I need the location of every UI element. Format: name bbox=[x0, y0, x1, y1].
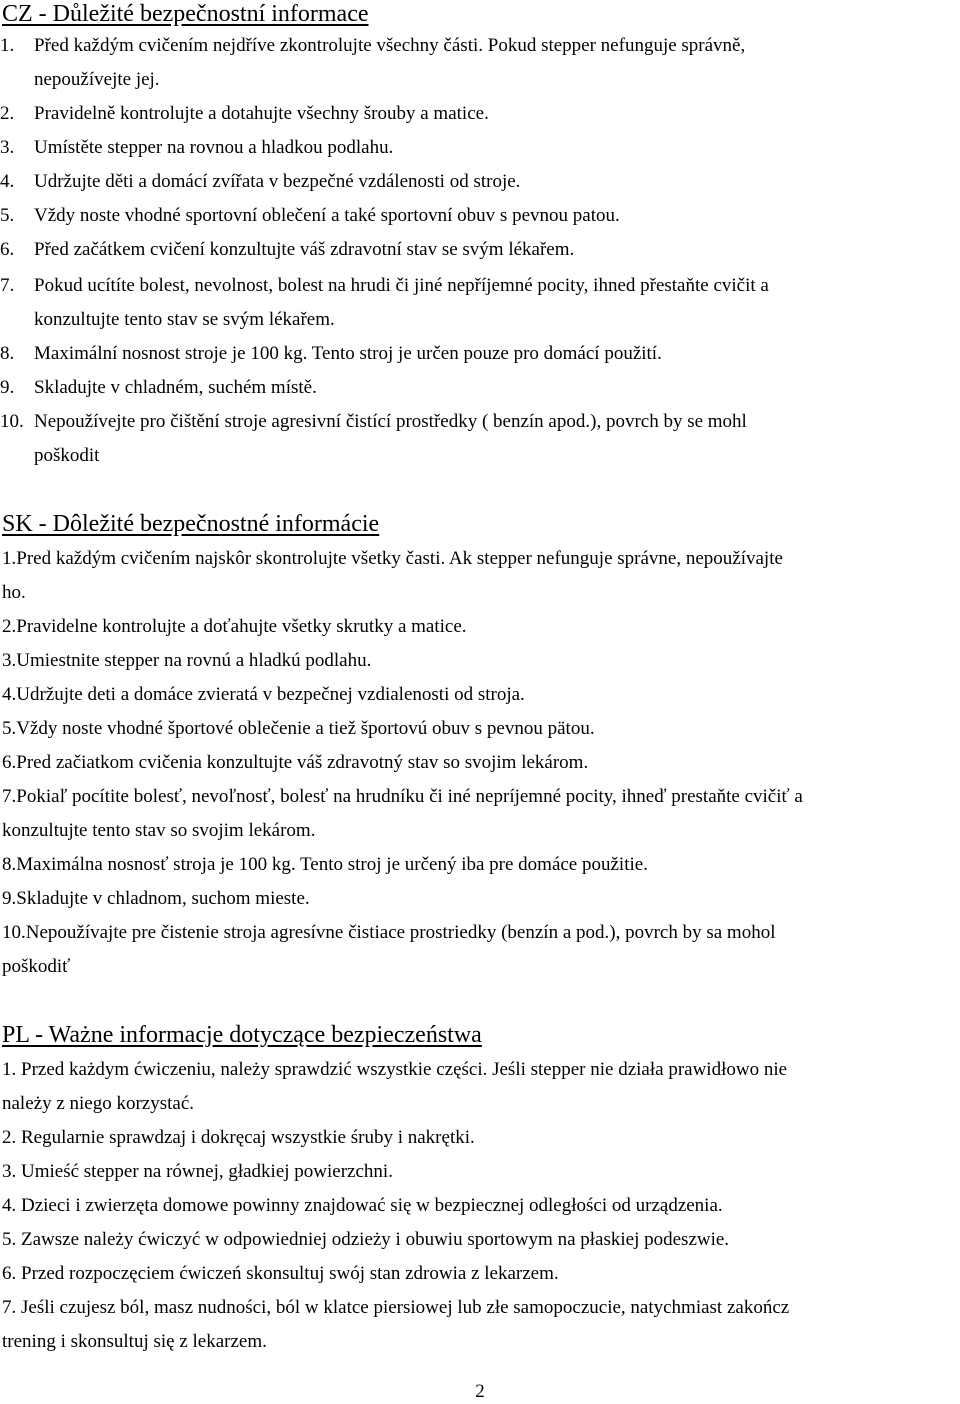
sk-item-text: 5.Vždy noste vhodné športové oblečenie a tiež športovú obuv s pevnou pätou. bbox=[2, 718, 595, 739]
sk-item-continuation: ho. bbox=[2, 582, 26, 603]
cz-item-text: Před každým cvičením nejdříve zkontrolujte všechny části. Pokud stepper nefunguje správně, bbox=[34, 35, 746, 56]
cz-item-number: 3. bbox=[0, 137, 15, 158]
cz-item-number: 1. bbox=[0, 35, 15, 56]
cz-item-number: 4. bbox=[0, 171, 15, 192]
cz-item-text: Nepoužívejte pro čištění stroje agresivní čistící prostředky ( benzín apod.), povrch by se mohl bbox=[34, 411, 747, 432]
sk-item-text: 1.Pred každým cvičením najskôr skontrolujte všetky časti. Ak stepper nefunguje správne, nepoužívajte bbox=[2, 548, 783, 569]
pl-list-item bbox=[2, 1053, 788, 1114]
sk-item-text: 4.Udržujte deti a domáce zvieratá v bezpečnej vzdialenosti od stroja. bbox=[2, 684, 525, 705]
sk-list-item bbox=[2, 848, 648, 882]
sk-item-text: 6.Pred začiatkom cvičenia konzultujte váš zdravotný stav so svojim lekárom. bbox=[2, 752, 589, 773]
cz-item-number: 6. bbox=[0, 239, 15, 260]
sk-item-continuation: poškodiť bbox=[2, 956, 71, 977]
pl-item-text: 7. Jeśli czujesz ból, masz nudności, ból w klatce piersiowej lub złe samopoczucie, natychmiast zakończ bbox=[2, 1297, 790, 1318]
sk-item-text: 2.Pravidelne kontrolujte a doťahujte všetky skrutky a matice. bbox=[2, 616, 467, 637]
sk-list-item bbox=[2, 610, 467, 644]
pl-item-text: 1. Przed każdym ćwiczeniu, należy sprawdzić wszystkie części. Jeśli stepper nie działa prawidłowo nie bbox=[2, 1059, 788, 1080]
pl-section-heading: PL - Ważne informacje dotyczące bezpieczeństwa bbox=[2, 1022, 482, 1048]
sk-list-item bbox=[2, 644, 371, 678]
cz-section-heading: CZ - Důležité bezpečnostní informace bbox=[2, 1, 369, 27]
sk-list-item bbox=[2, 542, 783, 603]
sk-list-item bbox=[2, 678, 525, 712]
sk-list-item bbox=[2, 780, 803, 841]
cz-item-text: Maximální nosnost stroje je 100 kg. Tento stroj je určen pouze pro domácí použití. bbox=[34, 343, 662, 364]
pl-list-item bbox=[2, 1121, 475, 1155]
sk-section-heading: SK - Dôležité bezpečnostné informácie bbox=[2, 511, 380, 537]
cz-item-number: 9. bbox=[0, 377, 15, 398]
cz-item-number: 10. bbox=[0, 411, 24, 432]
sk-item-text: 3.Umiestnite stepper na rovnú a hladkú podlahu. bbox=[2, 650, 372, 671]
pl-list-item bbox=[2, 1257, 559, 1291]
cz-item-text: Vždy noste vhodné sportovní oblečení a také sportovní obuv s pevnou patou. bbox=[34, 205, 620, 226]
cz-item-text: Skladujte v chladném, suchém místě. bbox=[34, 377, 317, 398]
cz-item-number: 5. bbox=[0, 205, 15, 226]
cz-item-text: Umístěte stepper na rovnou a hladkou podlahu. bbox=[34, 137, 394, 158]
sk-item-text: 9.Skladujte v chladnom, suchom mieste. bbox=[2, 888, 310, 909]
sk-item-continuation: konzultujte tento stav so svojim lekárom. bbox=[2, 820, 316, 841]
cz-item-continuation: nepoužívejte jej. bbox=[34, 69, 160, 90]
sk-item-text: 7.Pokiaľ pocítite bolesť, nevoľnosť, bolesť na hrudníku či iné nepríjemné pocity, ihneď prestaňte cvičiť a bbox=[2, 786, 803, 807]
pl-item-text: 2. Regularnie sprawdzaj i dokręcaj wszystkie śruby i nakrętki. bbox=[2, 1127, 475, 1148]
cz-item-text: Před začátkem cvičení konzultujte váš zdravotní stav se svým lékařem. bbox=[34, 239, 575, 260]
cz-item-continuation: konzultujte tento stav se svým lékařem. bbox=[34, 309, 335, 330]
cz-item-text: Udržujte děti a domácí zvířata v bezpečné vzdálenosti od stroje. bbox=[34, 171, 521, 192]
pl-item-text: 3. Umieść stepper na równej, gładkiej powierzchni. bbox=[2, 1161, 393, 1182]
sk-list-item bbox=[2, 746, 588, 780]
cz-item-continuation: poškodit bbox=[34, 445, 100, 466]
cz-item-number: 8. bbox=[0, 343, 15, 364]
cz-item-number: 7. bbox=[0, 275, 15, 296]
pl-item-text: 5. Zawsze należy ćwiczyć w odpowiedniej odzieży i obuwiu sportowym na płaskiej podeszwie. bbox=[2, 1229, 730, 1250]
sk-item-text: 10.Nepoužívajte pre čistenie stroja agresívne čistiace prostriedky (benzín a pod.), povrch by sa mohol bbox=[2, 922, 776, 943]
sk-item-text: 8.Maximálna nosnosť stroja je 100 kg. Tento stroj je určený iba pre domáce použitie. bbox=[2, 854, 648, 875]
pl-item-continuation: trening i skonsultuj się z lekarzem. bbox=[2, 1331, 267, 1352]
cz-item-text: Pravidelně kontrolujte a dotahujte všechny šrouby a matice. bbox=[34, 103, 489, 124]
pl-item-text: 4. Dzieci i zwierzęta domowe powinny znajdować się w bezpiecznej odległości od urządzenia. bbox=[2, 1195, 723, 1216]
pl-item-continuation: należy z niego korzystać. bbox=[2, 1093, 195, 1114]
pl-list-item bbox=[2, 1155, 393, 1189]
page-number: 2 bbox=[475, 1381, 485, 1402]
cz-item-number: 2. bbox=[0, 103, 15, 124]
pl-list-item bbox=[2, 1223, 729, 1257]
pl-list-item bbox=[2, 1291, 790, 1352]
sk-list-item bbox=[2, 882, 310, 916]
pl-item-text: 6. Przed rozpoczęciem ćwiczeń skonsultuj swój stan zdrowia z lekarzem. bbox=[2, 1263, 559, 1284]
cz-item-text: Pokud ucítíte bolest, nevolnost, bolest na hrudi či jiné nepříjemné pocity, ihned přestaňte cvičit a bbox=[34, 275, 769, 296]
sk-list-item bbox=[2, 916, 776, 977]
pl-list-item bbox=[2, 1189, 723, 1223]
sk-list-item bbox=[2, 712, 595, 746]
